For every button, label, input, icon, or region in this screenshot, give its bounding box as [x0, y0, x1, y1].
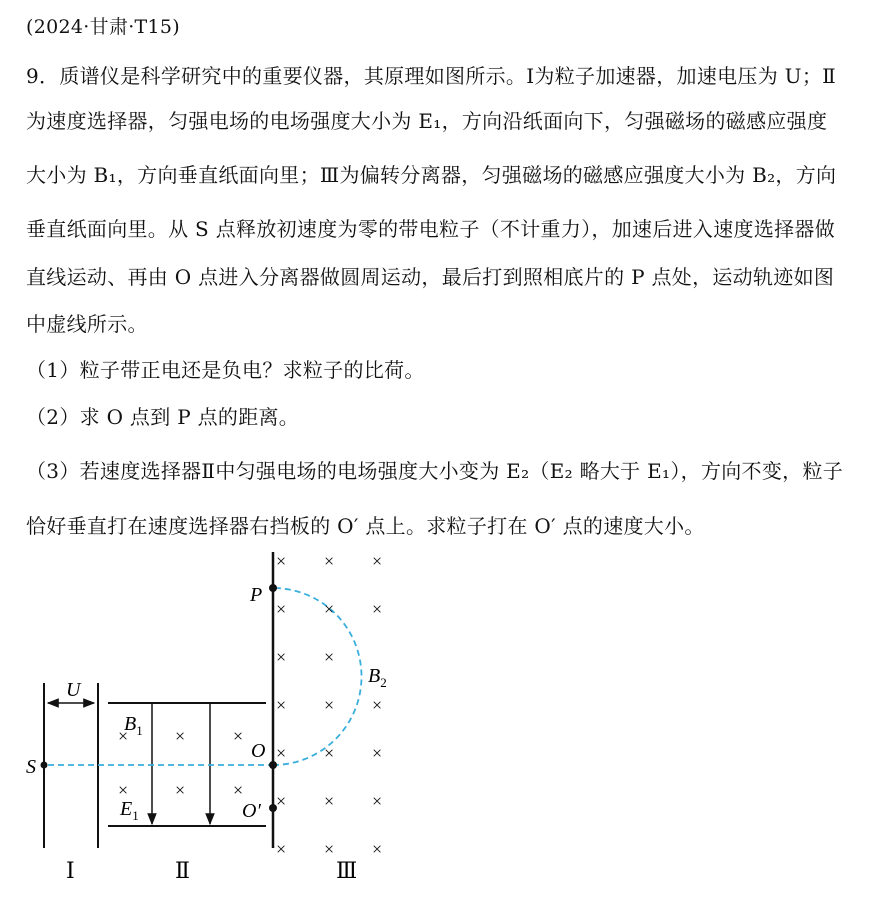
cross: × — [324, 791, 335, 811]
point-p — [269, 584, 277, 592]
question-line-1 — [26, 60, 836, 89]
e1-label: $E_1$ — [120, 798, 139, 823]
cross: × — [233, 726, 244, 746]
b2-label: $B_2$ — [368, 665, 387, 690]
part-3-line-2: 恰好垂直打在速度选择器右挡板的 O′ 点上。求粒子打在 O′ 点的速度大小。 — [26, 514, 705, 538]
cross: × — [175, 726, 186, 746]
mass-spectrometer-diagram — [0, 540, 874, 900]
cross: × — [324, 551, 335, 571]
cross: × — [372, 599, 383, 619]
cross: × — [276, 839, 287, 859]
source-label: S — [26, 756, 36, 778]
region-2-label: Ⅱ — [175, 858, 190, 883]
point-o-label: O — [251, 740, 266, 762]
cross: × — [276, 647, 287, 667]
region-3-label: Ⅲ — [336, 858, 358, 883]
cross: × — [324, 743, 335, 763]
source-point-s — [41, 762, 48, 769]
question-line-6: 中虚线所示。 — [26, 312, 148, 336]
cross: × — [118, 780, 129, 800]
region-1-label: Ⅰ — [66, 858, 75, 883]
cross: × — [324, 647, 335, 667]
b2-field-crosses — [276, 551, 382, 859]
cross: × — [276, 743, 287, 763]
question-number: 9． — [26, 64, 60, 88]
point-p-label: P — [250, 584, 263, 606]
cross: × — [372, 743, 383, 763]
cross: × — [324, 599, 335, 619]
cross: × — [372, 695, 383, 715]
cross: × — [233, 780, 244, 800]
cross: × — [276, 695, 287, 715]
question-line-3: 大小为 B₁，方向垂直纸面向里；Ⅲ为偏转分离器，匀强磁场的磁感应强度大小为 B₂，方向 — [26, 163, 837, 187]
question-line-2: 为速度选择器，匀强电场的电场强度大小为 E₁，方向沿纸面向下，匀强磁场的磁感应强度 — [26, 109, 828, 133]
cross: × — [324, 839, 335, 859]
cross: × — [324, 695, 335, 715]
cross: × — [372, 791, 383, 811]
part-2: （2）求 O 点到 P 点的距离。 — [26, 405, 300, 429]
source-tag: (2024·甘肃·T15) — [26, 16, 181, 38]
question-line-5: 直线运动、再由 O 点进入分离器做圆周运动，最后打到照相底片的 P 点处，运动轨迹如图 — [26, 265, 835, 289]
cross: × — [372, 839, 383, 859]
cross: × — [118, 726, 129, 746]
question-line-4: 垂直纸面向里。从 S 点释放初速度为零的带电粒子（不计重力），加速后进入速度选择器做 — [26, 217, 836, 241]
cross: × — [276, 599, 287, 619]
b1-label: $B_1$ — [124, 713, 143, 738]
cross: × — [276, 551, 287, 571]
cross: × — [175, 780, 186, 800]
cross: × — [372, 551, 383, 571]
part-3-line-1: （3）若速度选择器Ⅱ中匀强电场的电场强度大小变为 E₂（E₂ 略大于 E₁），方向不变，粒子 — [26, 459, 844, 483]
point-o-prime-label: O′ — [242, 800, 261, 822]
voltage-label: U — [66, 679, 81, 701]
cross: × — [276, 791, 287, 811]
part-1: （1）粒子带正电还是负电？求粒子的比荷。 — [26, 358, 425, 382]
question-text-1: 质谱仪是科学研究中的重要仪器，其原理如图所示。Ⅰ为粒子加速器，加速电压为 U；Ⅱ — [59, 64, 837, 88]
circular-trajectory — [273, 588, 362, 765]
